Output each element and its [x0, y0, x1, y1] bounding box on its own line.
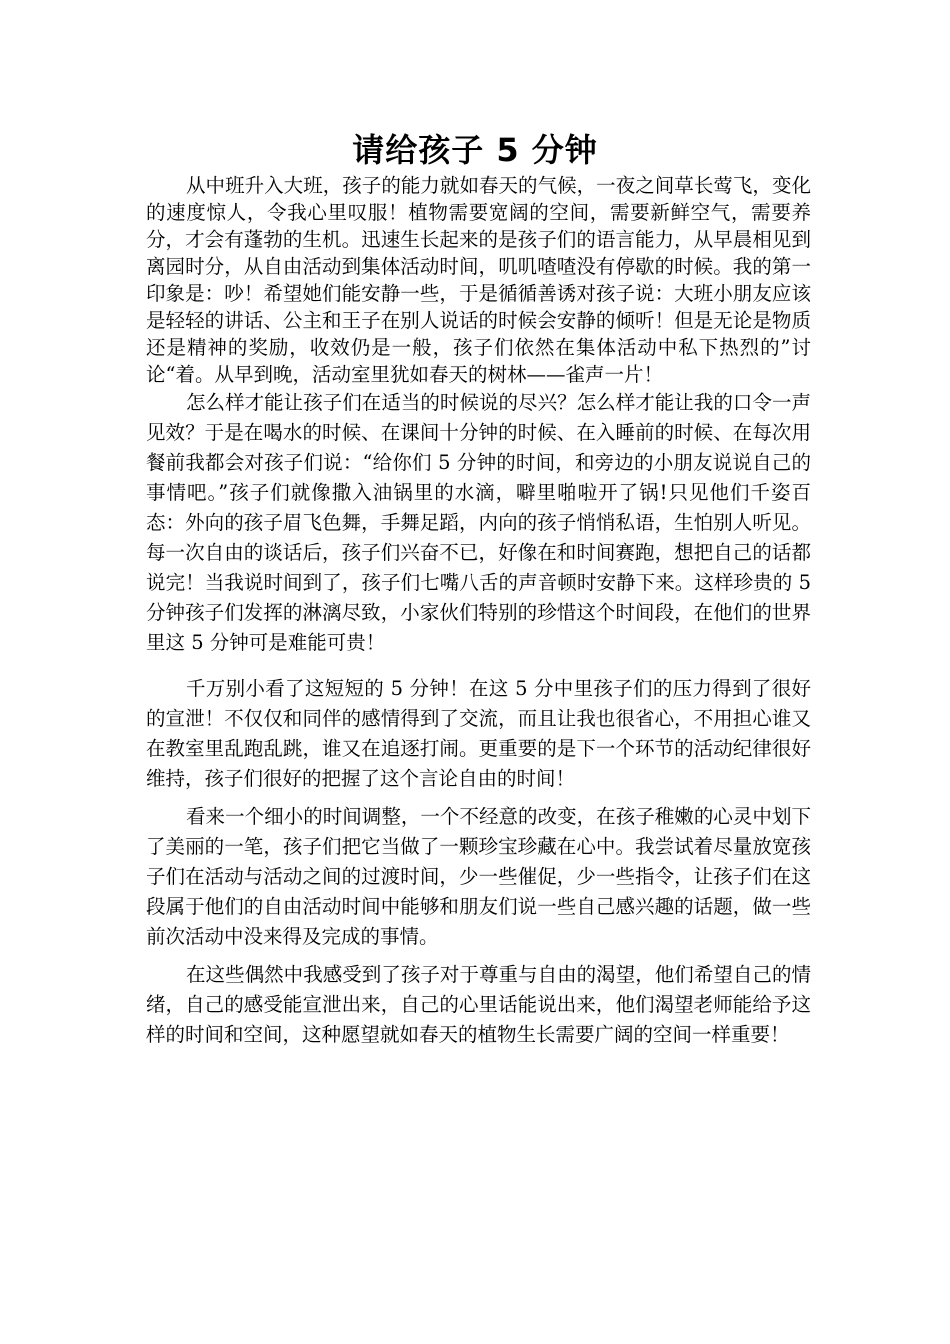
- paragraph-1: 从中班升入大班，孩子的能力就如春天的气候，一夜之间草长莺飞，变化的速度惊人，令我心里叹服！植物需要宽阔的空间，需要新鲜空气，需要养分，才会有蓬勃的生机。迅速生长起来的是孩子们的语言能力，从早晨相见到离园时分，从自由活动到集体活动时间，叽叽喳喳没有停歇的时候。我的第一印象是：吵！希望她们能安静一些，于是循循善诱对孩子说：大班小朋友应该是轻轻的讲话、公主和王子在别人说话的时候会安静的倾听！但是无论是物质还是精神的奖励，收效仍是一般，孩子们依然在集体活动中私下热烈的”讨论“着。从早到晚，活动室里犹如春天的树林——雀声一片！: [146, 174, 811, 386]
- paragraph-5: 在这些偶然中我感受到了孩子对于尊重与自由的渴望，他们希望自己的情绪，自己的感受能宣泄出来，自己的心里话能说出来，他们渴望老师能给予这样的时间和空间，这种愿望就如春天的植物生长需要广阔的空间一样重要！: [146, 963, 811, 1046]
- document-title: 请给孩子 5 分钟: [352, 131, 598, 169]
- paragraph-2: 怎么样才能让孩子们在适当的时候说的尽兴？怎么样才能让我的口令一声见效？于是在喝水的时候、在课间十分钟的时候、在入睡前的时候、在每次用餐前我都会对孩子们说：“给你们 5 分钟的时间，和旁边的小朋友说说自己的事情吧。”孩子们就像撒入油锅里的水滴，噼里啪啦开了锅!只见他们千姿百态：外向的孩子眉飞色舞，手舞足蹈，内向的孩子悄悄私语，生怕别人听见。每一次自由的谈话后，孩子们兴奋不已，好像在和时间赛跑，想把自己的话都说完！当我说时间到了，孩子们七嘴八舌的声音顿时安静下来。这样珍贵的 5 分钟孩子们发挥的淋漓尽致，小家伙们特别的珍惜这个时间段，在他们的世界里这 5 分钟可是难能可贵！: [146, 391, 811, 654]
- paragraph-4: 看来一个细小的时间调整，一个不经意的改变，在孩子稚嫩的心灵中划下了美丽的一笔，孩子们把它当做了一颗珍宝珍藏在心中。我尝试着尽量放宽孩子们在活动与活动之间的过渡时间，少一些催促，少一些指令，让孩子们在这段属于他们的自由活动时间中能够和朋友们说一些自己感兴趣的话题，做一些前次活动中没来得及完成的事情。: [146, 805, 811, 948]
- paragraph-3: 千万别小看了这短短的 5 分钟！在这 5 分中里孩子们的压力得到了很好的宣泄！不仅仅和同伴的感情得到了交流，而且让我也很省心，不用担心谁又在教室里乱跑乱跳，谁又在追逐打闹。更重要的是下一个环节的活动纪律很好维持，孩子们很好的把握了这个言论自由的时间！: [146, 677, 811, 790]
- document-body: [146, 172, 811, 1050]
